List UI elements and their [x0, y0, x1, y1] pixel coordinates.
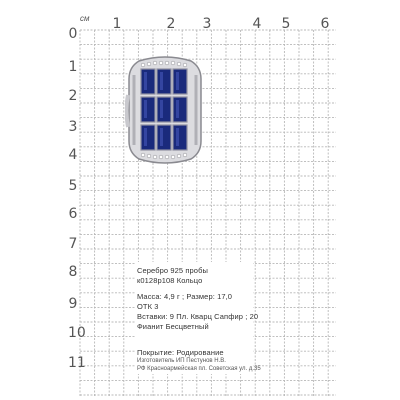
stone-9	[173, 125, 187, 150]
y-tick-7: 7	[68, 236, 78, 252]
y-tick-2: 2	[68, 88, 78, 104]
ring-image	[125, 55, 205, 165]
y-tick-4: 4	[68, 147, 78, 163]
product-maker: Изготовитель ИП Пестунов Н.В.	[137, 358, 226, 364]
stone-6	[173, 97, 187, 122]
product-otk: ОТК 3	[137, 302, 159, 311]
x-tick-4: 4	[252, 16, 262, 32]
x-tick-3: 3	[202, 16, 212, 32]
stone-1	[141, 69, 155, 94]
stone-2	[157, 69, 171, 94]
y-tick-3: 3	[68, 119, 78, 135]
y-tick-9: 9	[68, 296, 78, 312]
y-tick-8: 8	[68, 264, 78, 280]
y-tick-1: 1	[68, 59, 78, 75]
product-mass-size: Масса: 4,9 г ; Размер: 17,0	[137, 292, 233, 301]
stone-4	[141, 97, 155, 122]
stone-8	[157, 125, 171, 150]
y-tick-6: 6	[68, 206, 78, 222]
stone-3	[173, 69, 187, 94]
product-metal: Серебро 925 пробы	[137, 266, 208, 275]
y-tick-0: 0	[68, 26, 78, 42]
stone-7	[141, 125, 155, 150]
y-tick-11: 11	[68, 355, 86, 371]
x-tick-5: 5	[281, 16, 291, 32]
x-tick-1: 1	[112, 16, 122, 32]
product-coating: Покрытие: Родирование	[137, 348, 224, 357]
stone-5	[157, 97, 171, 122]
sapphire-stones	[141, 69, 187, 150]
y-tick-10: 10	[68, 325, 86, 341]
product-inserts: Вставки: 9 Пл. Кварц Сапфир ; 20	[137, 312, 259, 321]
product-fianit: Фианит Бесцветный	[137, 322, 209, 331]
x-tick-6: 6	[320, 16, 330, 32]
y-tick-5: 5	[68, 178, 78, 194]
product-article: к0128р108 Кольцо	[137, 276, 203, 285]
unit-label: см	[80, 14, 90, 23]
x-tick-2: 2	[166, 16, 176, 32]
product-address: РФ Красноармейская пл. Советская ул. д.35	[137, 366, 261, 372]
